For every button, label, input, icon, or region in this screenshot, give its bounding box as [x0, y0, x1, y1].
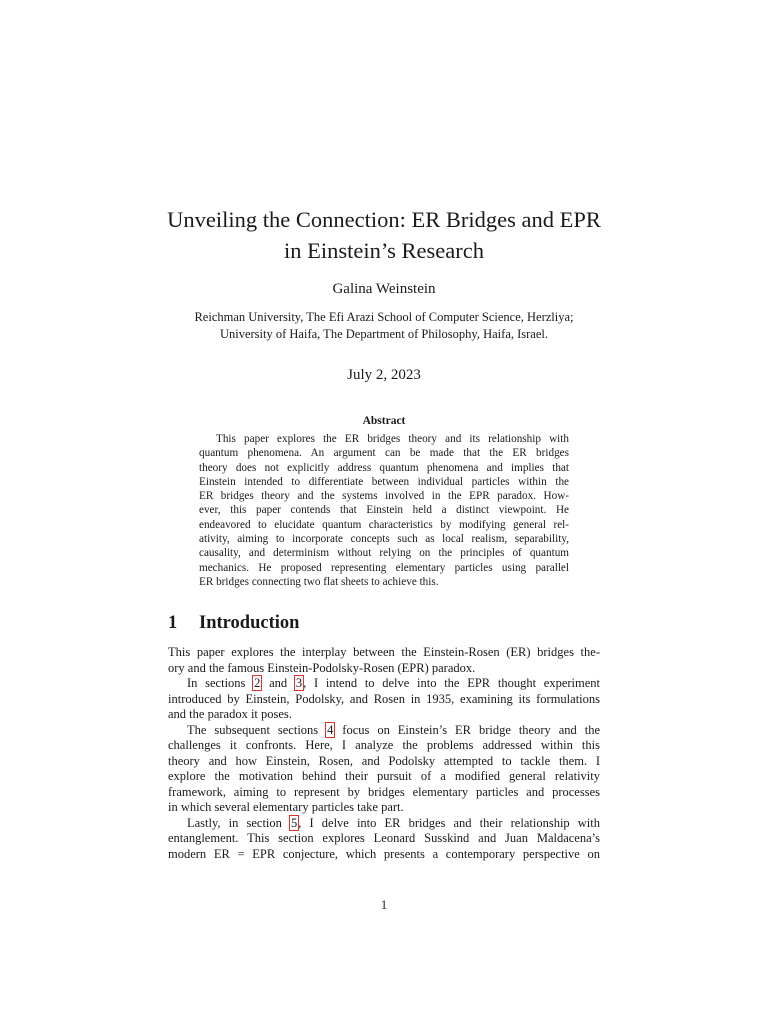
section-ref-link-5[interactable]: 5 [291, 815, 298, 830]
title-line-2: in Einstein’s Research [284, 238, 484, 263]
section-ref-link-2[interactable]: 2 [254, 676, 261, 690]
text-run: focus on Einstein’s ER bridge theory and the [334, 722, 600, 737]
body-line: introduced by Einstein, Podolsky, and Rosen in 1935, examining its formulations [168, 691, 600, 706]
body-line: and the paradox it poses. [168, 707, 292, 721]
text-run: , I delve into ER bridges and their relationship with [298, 815, 600, 830]
abstract-line: causality, and determinism without relying on the principles of quantum [199, 547, 569, 560]
section-ref-link-4[interactable]: 4 [327, 722, 334, 737]
abstract-line: ER bridges connecting two flat sheets to achieve this. [199, 575, 439, 588]
body-line [168, 816, 600, 832]
abstract-line: theory does not explicitly address quantum phenomena and implies that [199, 461, 569, 474]
body-line [168, 676, 600, 692]
body-line: in which several elementary particles take part. [168, 800, 404, 814]
abstract-line: Einstein intended to differentiate between individual particles within the [199, 475, 569, 488]
section-title: Introduction [199, 613, 300, 633]
abstract-line: This paper explores the ER bridges theory and its relationship with [216, 433, 569, 445]
section-number: 1 [168, 613, 178, 633]
text-run: Lastly, in section [187, 815, 291, 830]
body-line: challenges it confronts. Here, I analyze the problems addressed within this [168, 738, 600, 752]
author-name: Galina Weinstein [332, 281, 436, 297]
affiliation-line-2: University of Haifa, The Department of Philosophy, Haifa, Israel. [219, 327, 549, 341]
abstract-line: ativity, aiming to incorporate concepts such as local realism, separability, [199, 533, 569, 546]
section-ref-link-3[interactable]: 3 [295, 676, 303, 690]
abstract-line: quantum phenomena. An argument can be made that the ER bridges [199, 447, 569, 460]
paper-title [100, 204, 668, 266]
body-line: This paper explores the interplay between the Einstein-Rosen (ER) bridges the- [168, 645, 600, 659]
text-run: and [261, 676, 295, 690]
body-line: entanglement. This section explores Leonard Susskind and Juan Maldacena’s [168, 831, 600, 845]
body-line: modern ER = EPR conjecture, which presents a contemporary perspective on [168, 846, 600, 861]
abstract-text [199, 432, 569, 589]
abstract-heading: Abstract [362, 415, 406, 427]
text-run: In sections [187, 676, 254, 690]
text-run: , I intend to delve into the EPR thought experiment [303, 676, 600, 690]
publication-date: July 2, 2023 [347, 367, 421, 383]
page-number: 1 [380, 898, 388, 912]
text-run: The subsequent sections [187, 722, 327, 737]
abstract-line: ever, this paper contends that Einstein held a distinct viewpoint. He [199, 504, 569, 517]
body-line: ory and the famous Einstein-Podolsky-Rosen (EPR) paradox. [168, 660, 476, 675]
body-line: framework, aiming to represent by bridges elementary particles and processes [168, 784, 600, 799]
title-line-1: Unveiling the Connection: ER Bridges and EPR [167, 207, 601, 232]
affiliation [100, 309, 668, 343]
affiliation-line-1: Reichman University, The Efi Arazi School of Computer Science, Herzliya; [194, 310, 574, 324]
introduction-body [168, 645, 600, 862]
body-line: theory and how Einstein, Rosen, and Podolsky attempted to tackle them. I [168, 753, 600, 768]
body-line: explore the motivation behind their pursuit of a modified general relativity [168, 769, 600, 783]
body-line [168, 723, 600, 739]
section-heading-introduction [168, 611, 299, 635]
abstract-line: mechanics. He proposed representing elementary particles using parallel [199, 561, 569, 574]
abstract-line: endeavored to elucidate quantum characteristics by modifying general rel- [199, 518, 569, 531]
abstract-line: ER bridges theory and the systems involved in the EPR paradox. How- [199, 490, 569, 503]
